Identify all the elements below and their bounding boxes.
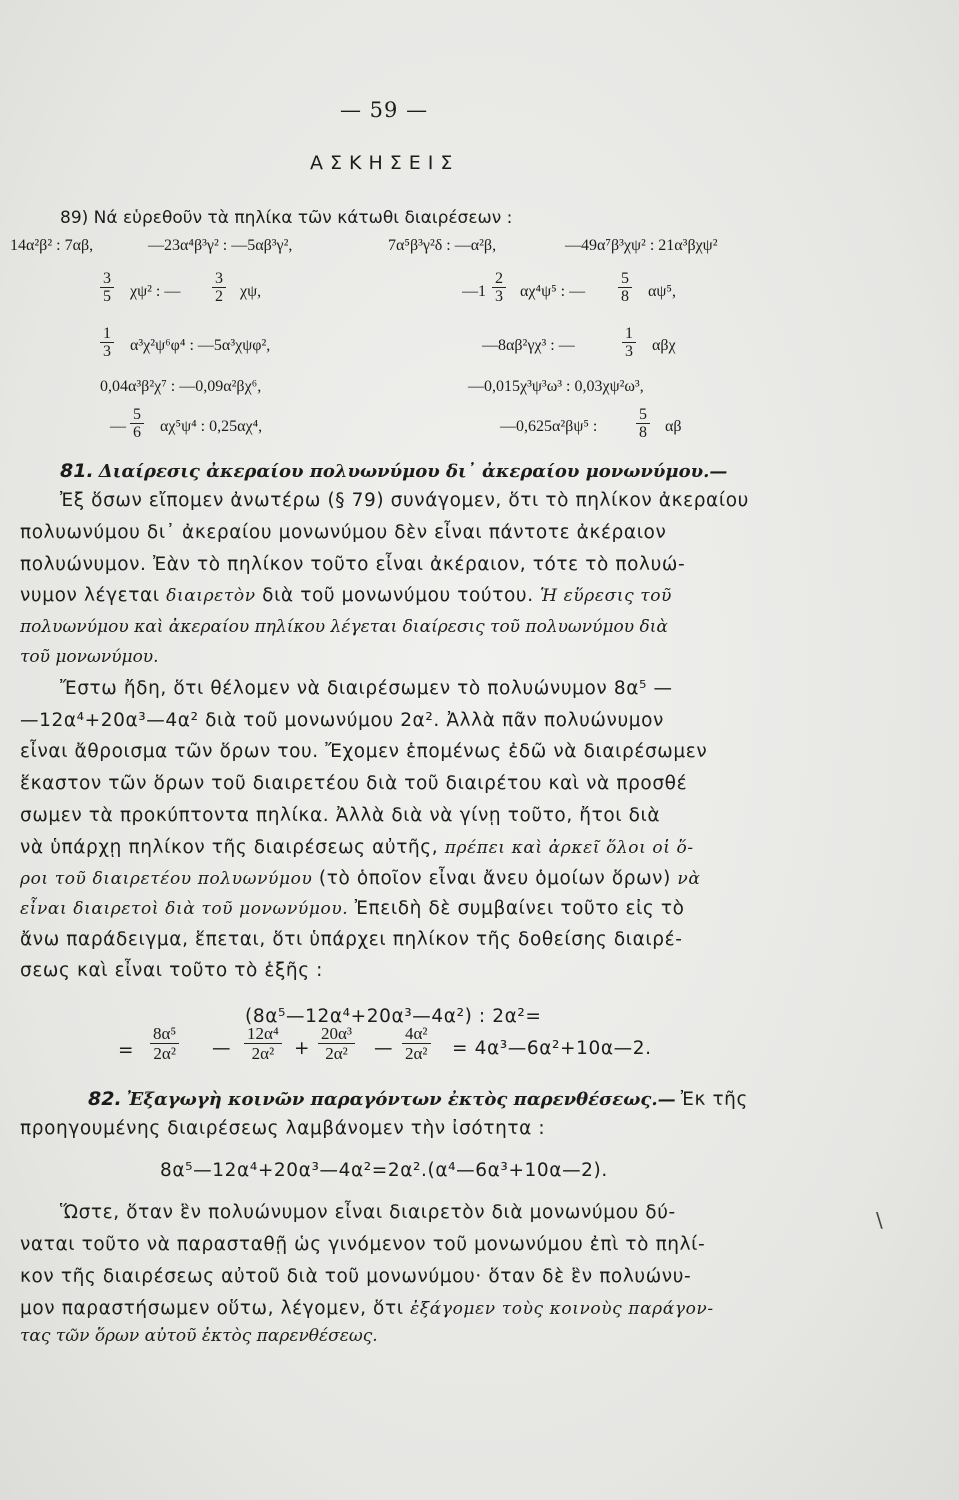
operator: + — [294, 1038, 311, 1059]
fraction: $\frac{3}{5}$ — [100, 270, 114, 305]
exercise-item: αβχ — [652, 337, 676, 354]
exercise-item: —49α⁷β³χψ² : 21α³βχψ² — [565, 237, 718, 254]
fraction: $\frac{5}{8}$ — [636, 406, 650, 441]
exercises-heading: ΑΣΚΗΣΕΙΣ — [310, 152, 460, 174]
page-number: — 59 — — [340, 98, 429, 122]
exercise-item: —1 — [462, 283, 486, 300]
exercise-intro: 89) Νά εὑρεθοῦν τὰ πηλίκα τῶν κάτωθι διαιρέσεων : — [60, 208, 513, 228]
text-line: ἄνω παράδειγμα, ἕπεται, ὅτι ὑπάρχει πηλίκον τῆς δοθείσης διαιρέ- — [20, 929, 683, 950]
section-title-line — [60, 460, 727, 482]
fraction: $\frac{5}{8}$ — [618, 270, 632, 305]
fraction: $\frac{1}{3}$ — [100, 325, 114, 360]
section-title: Ἐξαγωγὴ κοινῶν παραγόντων ἐκτὸς παρενθέσεως.— — [126, 1089, 676, 1110]
fraction: $\frac{2}{3}$ — [492, 270, 506, 305]
fraction: $\frac{1}{3}$ — [622, 325, 636, 360]
section-number: 82. — [88, 1088, 122, 1110]
section-title-line: 82. Ἐξαγωγὴ κοινῶν παραγόντων ἐκτὸς παρενθέσεως.— Ἐκ τῆς — [88, 1088, 748, 1110]
fraction: $\frac{\text{12α⁴}}{\text{2α²}}$ — [244, 1024, 282, 1063]
text-line: πολυωνύμου καὶ ἀκεραίου πηλίκου λέγεται διαίρεσις τοῦ πολυωνύμου διὰ — [20, 617, 668, 637]
equation: (8α⁵—12α⁴+20α³—4α²) : 2α²= — [245, 1006, 542, 1027]
equation-result: = 4α³—6α²+10α—2. — [452, 1038, 652, 1059]
exercise-item: 7α⁵β³γ²δ : —α²β, — [388, 237, 497, 254]
text-line: —12α⁴+20α³—4α² διὰ τοῦ μονωνύμου 2α². Ἀλλὰ πᾶν πολυώνυμον — [20, 710, 664, 731]
text-line: τοῦ μονωνύμου. — [20, 647, 159, 667]
text-line: σωμεν τὰ προκύπτοντα πηλίκα. Ἀλλὰ διὰ νὰ γίνῃ τοῦτο, ἤτοι διὰ — [20, 805, 661, 826]
section-title: Διαίρεσις ἀκεραίου πολυωνύμου δι᾽ ἀκεραίου μονωνύμου.— — [98, 461, 728, 482]
text-line: εἶναι διαιρετοὶ διὰ τοῦ μονωνύμου. Ἐπειδὴ δὲ συμβαίνει τοῦτο εἰς τὸ — [20, 898, 685, 919]
exercise-item: — — [110, 418, 126, 435]
exercise-item: 0,04α³β²χ⁷ : —0,09α²βχ⁶, — [100, 378, 262, 395]
text-line: κον τῆς διαιρέσεως αὐτοῦ διὰ τοῦ μονωνύμου· ὅταν δὲ ἓν πολυώνυ- — [20, 1266, 692, 1287]
text-line: ροι τοῦ διαιρετέου πολυωνύμου (τὸ ὁποῖον εἶναι ἄνευ ὁμοίων ὅρων) νὰ — [20, 868, 701, 889]
text-line: Ὥστε, ὅταν ἓν πολυώνυμον εἶναι διαιρετὸν διὰ μονωνύμου δύ- — [60, 1202, 676, 1223]
text-line: σεως καὶ εἶναι τοῦτο τὸ ἑξῆς : — [20, 960, 323, 981]
exercise-item: —0,015χ³ψ³ω³ : 0,03χψ²ω³, — [468, 378, 644, 395]
exercise-item: —23α⁴β³γ² : —5αβ³γ², — [148, 237, 293, 254]
text-line: ναται τοῦτο νὰ παρασταθῇ ὡς γινόμενον τοῦ μονωνύμου ἐπὶ τὸ πηλί- — [20, 1234, 706, 1255]
text-line: προηγουμένης διαιρέσεως λαμβάνομεν τὴν ἰσότητα : — [20, 1118, 546, 1139]
fraction: $\frac{3}{2}$ — [212, 270, 226, 305]
operator: — — [374, 1038, 394, 1059]
operator: — — [212, 1038, 232, 1059]
exercise-item: αβ — [665, 418, 682, 435]
exercise-item: 14α²β² : 7αβ, — [10, 237, 94, 254]
text-line: νυμον λέγεται διαιρετὸν διὰ τοῦ μονωνύμου τούτου. Ἡ εὕρεσις τοῦ — [20, 585, 672, 606]
exercise-item: χψ, — [240, 283, 262, 300]
text-line: εἶναι ἄθροισμα τῶν ὅρων του. Ἔχομεν ἑπομένως ἐδῶ νὰ διαιρέσωμεν — [20, 741, 708, 762]
exercise-item: α³χ²ψ⁶φ⁴ : —5α³χψφ², — [130, 337, 271, 354]
text-line: μον παραστήσωμεν οὕτω, λέγομεν, ὅτι ἐξάγομεν τοὺς κοινοὺς παράγον- — [20, 1298, 714, 1319]
fraction: $\frac{5}{6}$ — [130, 406, 144, 441]
fraction: $\frac{\text{4α²}}{\text{2α²}}$ — [402, 1024, 431, 1063]
equation: 8α⁵—12α⁴+20α³—4α²=2α².(α⁴—6α³+10α—2). — [160, 1160, 608, 1181]
text-line: νὰ ὑπάρχῃ πηλίκον τῆς διαιρέσεως αὐτῆς, πρέπει καὶ ἀρκεῖ ὅλοι οἱ ὅ- — [20, 837, 694, 858]
section-number: 81. — [60, 460, 94, 482]
text-line: Ἐξ ὅσων εἴπομεν ἀνωτέρω (§ 79) συνάγομεν, ὅτι τὸ πηλίκον ἀκεραίου — [60, 490, 749, 511]
equals-sign: = — [118, 1040, 135, 1061]
margin-mark: \ — [876, 1208, 883, 1232]
text-line: τας τῶν ὅρων αὐτοῦ ἐκτὸς παρενθέσεως. — [20, 1326, 378, 1346]
exercise-item: αψ⁵, — [648, 283, 676, 300]
exercise-item: χψ² : — — [130, 283, 181, 300]
exercise-item: αχ⁵ψ⁴ : 0,25αχ⁴, — [160, 418, 263, 435]
fraction: $\frac{\text{20α³}}{\text{2α²}}$ — [318, 1024, 355, 1063]
text-line: πολυωνύμου δι᾽ ἀκεραίου μονωνύμου δὲν εἶναι πάντοτε ἀκέραιον — [20, 522, 667, 543]
text-line: Ἔστω ἤδη, ὅτι θέλομεν νὰ διαιρέσωμεν τὸ πολυώνυμον 8α⁵ — — [60, 678, 673, 699]
text-line: ἕκαστον τῶν ὅρων τοῦ διαιρετέου διὰ τοῦ διαιρέτου καὶ νὰ προσθέ — [20, 773, 688, 794]
exercise-item: αχ⁴ψ⁵ : — — [520, 283, 586, 300]
text-line: πολυώνυμον. Ἐὰν τὸ πηλίκον τοῦτο εἶναι ἀκέραιον, τότε τὸ πολυώ- — [20, 554, 686, 575]
fraction: $\frac{\text{8α⁵}}{\text{2α²}}$ — [150, 1024, 179, 1063]
exercise-item: —8αβ²γχ³ : — — [482, 337, 575, 354]
exercise-item: —0,625α²βψ⁵ : — [500, 418, 598, 435]
